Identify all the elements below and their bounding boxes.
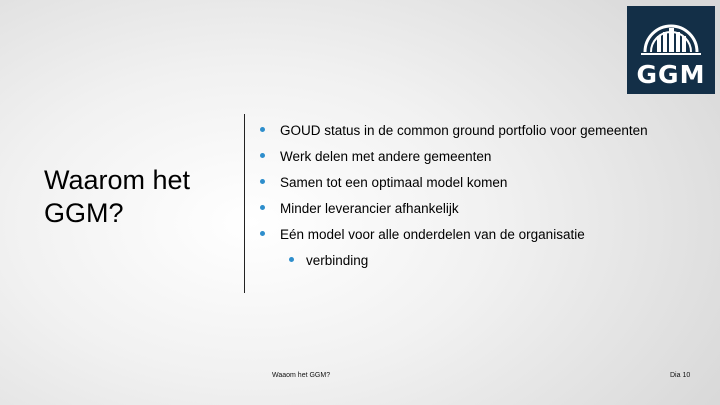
bullet-text: Eén model voor alle onderdelen van de organisatie [280, 227, 585, 242]
bullet-dot-icon [289, 257, 294, 262]
footer-title: Waaom het GGM? [272, 372, 331, 379]
bullet-item [258, 226, 708, 243]
bullet-dot-icon [260, 205, 265, 210]
logo-text: GGM [636, 60, 706, 89]
bullet-dot-icon [260, 127, 265, 132]
sub-bullet-text: verbinding [306, 253, 369, 268]
bullet-list [258, 122, 708, 278]
vertical-divider [244, 114, 245, 293]
bullet-text: GOUD status in de common ground portfolio voor gemeenten [280, 123, 648, 138]
sub-bullet-item [258, 252, 708, 269]
bullet-dot-icon [260, 179, 265, 184]
bullet-text: Werk delen met andere gemeenten [280, 149, 492, 164]
slide-title-line-2: GGM? [44, 198, 124, 228]
bullet-item [258, 200, 708, 217]
footer-page-number: Dia 10 [670, 372, 691, 379]
bullet-text: Minder leverancier afhankelijk [280, 201, 459, 216]
slide-title [44, 164, 234, 230]
bullet-item [258, 122, 708, 139]
bullet-dot-icon [260, 231, 265, 236]
bullet-item [258, 174, 708, 191]
bullet-text: Samen tot een optimaal model komen [280, 175, 508, 190]
bullet-item [258, 148, 708, 165]
ggm-logo [627, 6, 715, 94]
bullet-dot-icon [260, 153, 265, 158]
slide-title-line-1: Waarom het [44, 165, 191, 195]
